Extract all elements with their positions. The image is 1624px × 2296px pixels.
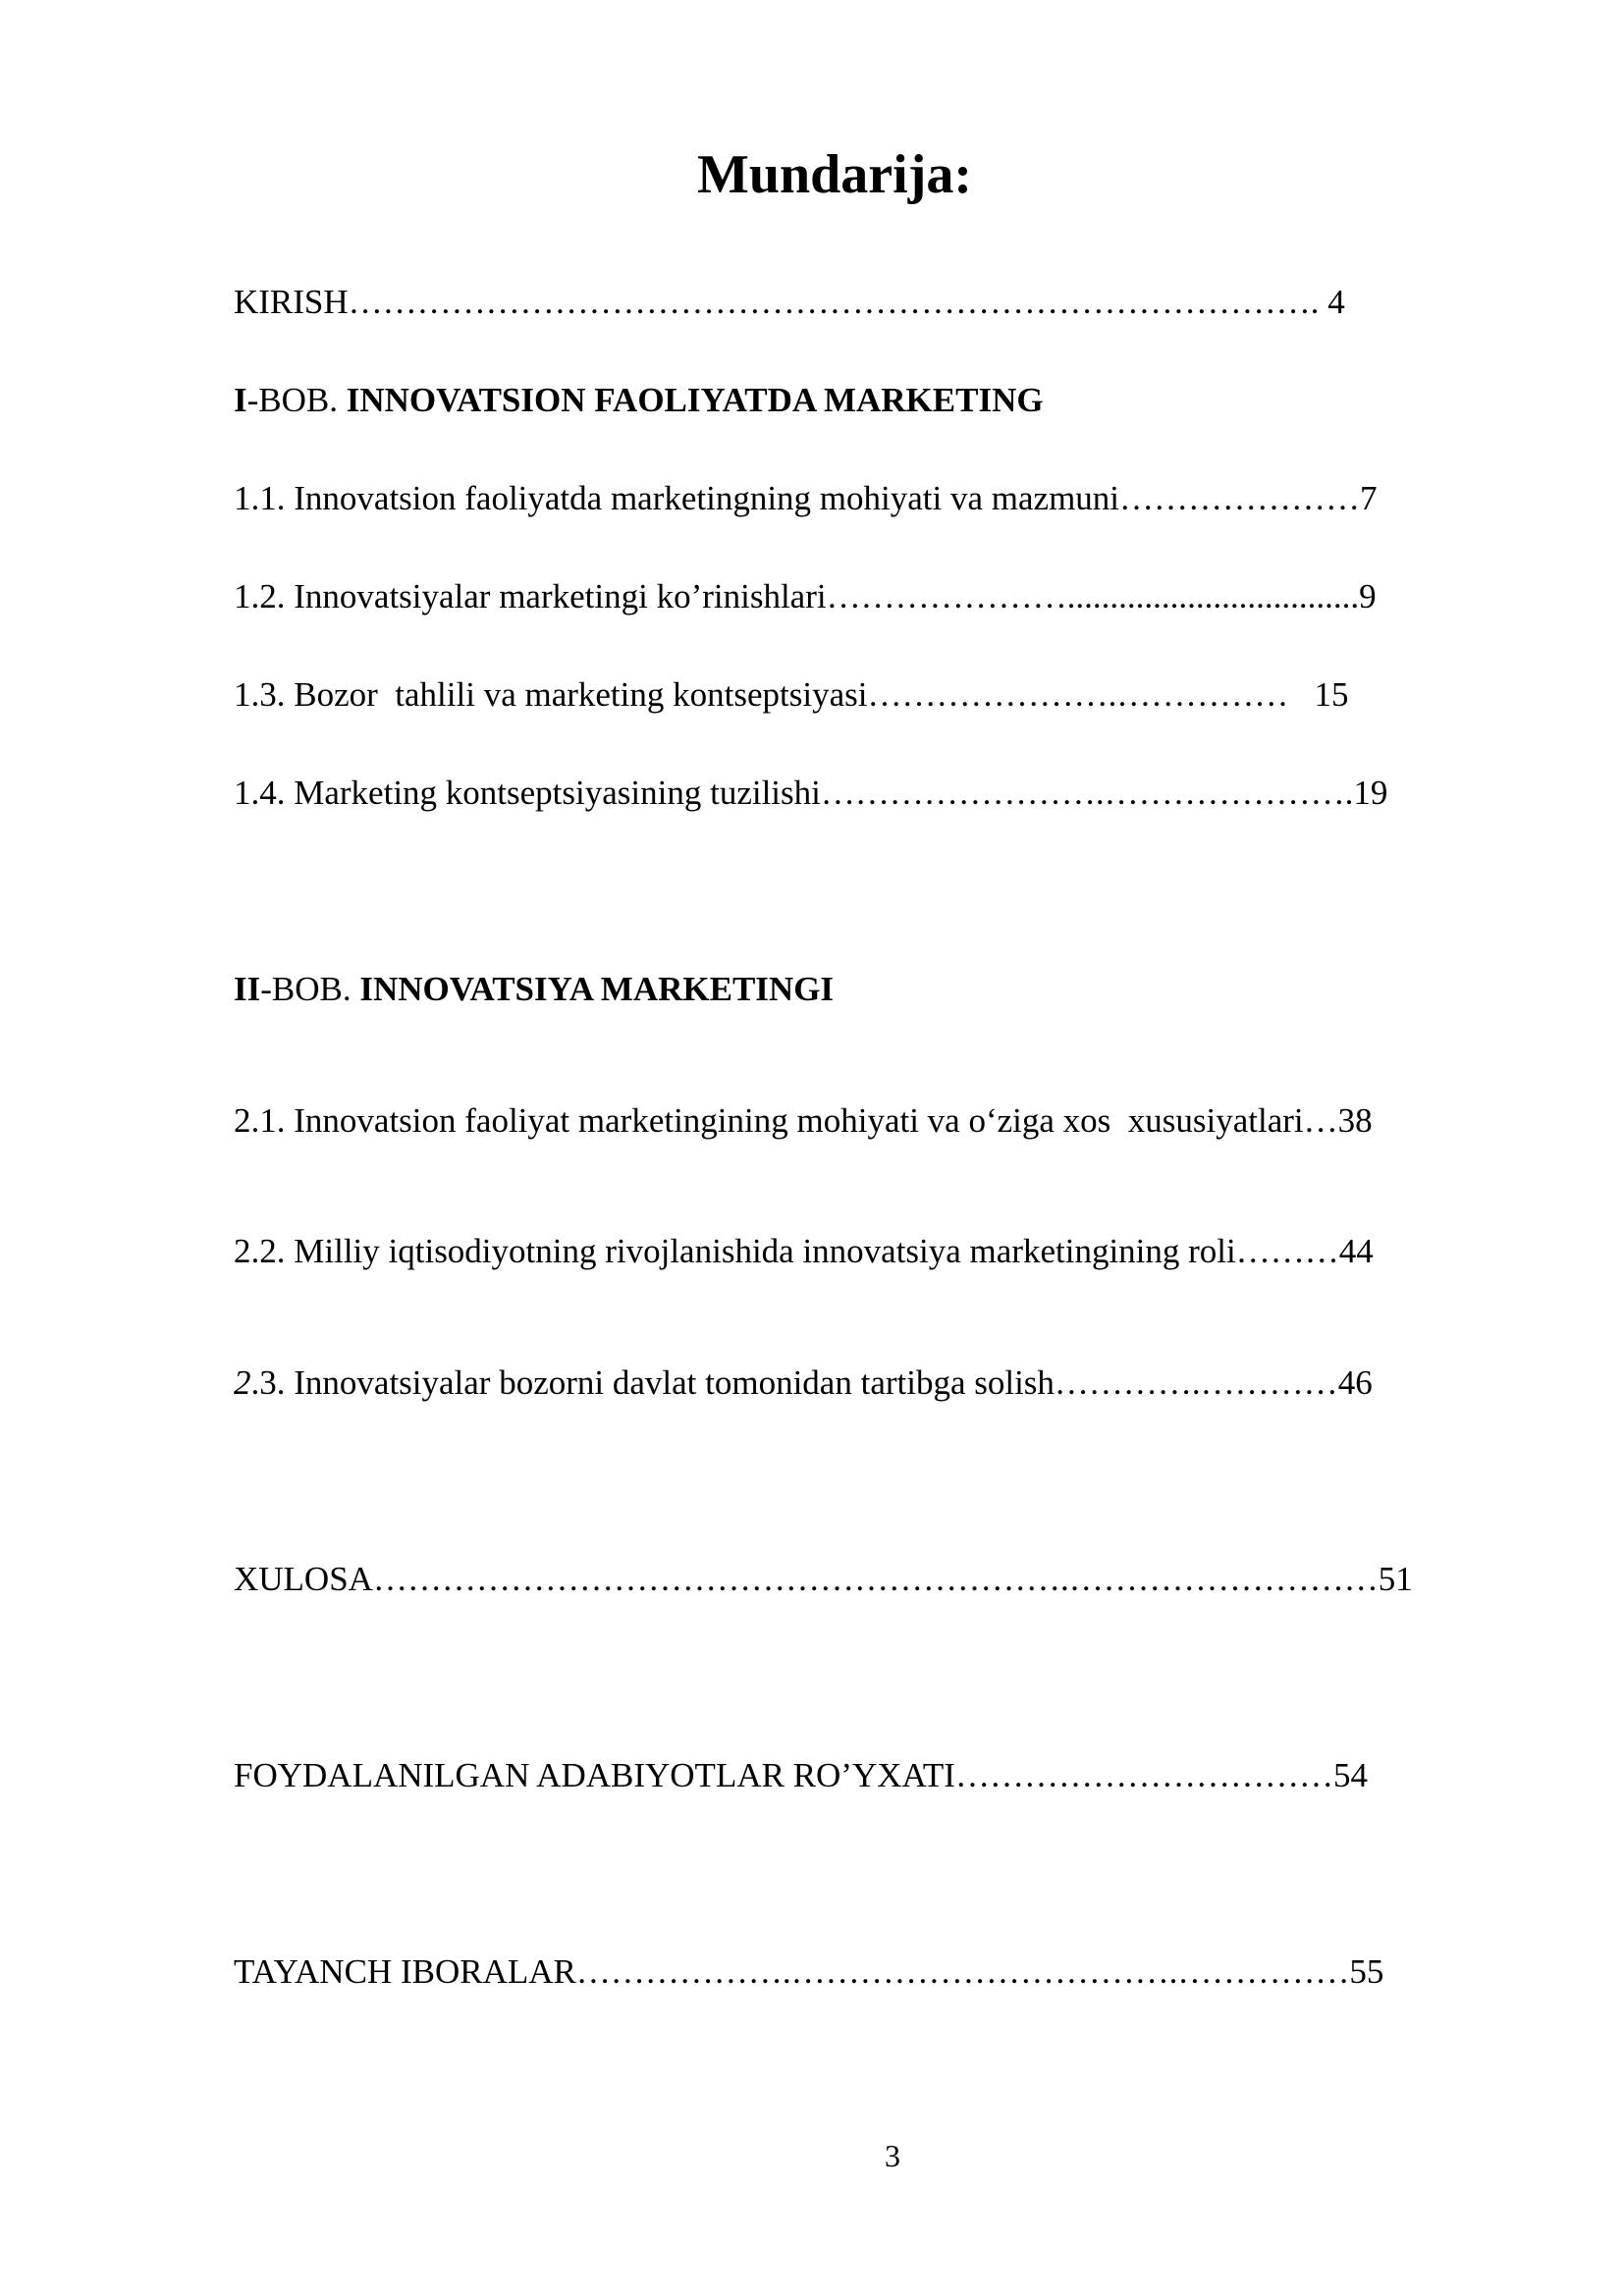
toc-entry-intro[interactable] (234, 283, 1345, 322)
toc-entry-2-1[interactable] (234, 1101, 1373, 1141)
toc-entry-label: 1.3. Bozor tahlili va marketing kontseptsiyasi………………….…………… (234, 675, 1315, 714)
toc-entry-keywords[interactable] (234, 1952, 1383, 1992)
toc-entry-page: 4 (1319, 283, 1345, 321)
toc-entry-label: 1.2. Innovatsiyalar marketingi ko’rinishlari………………….................................. (234, 577, 1360, 615)
toc-entry-number: 2 (234, 1363, 251, 1402)
page-title: Mundarija: (697, 144, 972, 205)
chapter-numeral: II (234, 970, 261, 1008)
toc-entry-label: 2.1. Innovatsion faoliyat marketingining mohiyati va o‘ziga xos xususiyatlari… (234, 1101, 1338, 1140)
toc-entry-label: 1.4. Marketing kontseptsiyasining tuzilishi…………………….…………………. (234, 774, 1354, 812)
toc-entry-1-2[interactable] (234, 577, 1377, 616)
toc-entry-page: 44 (1338, 1232, 1374, 1270)
toc-entry-page: 46 (1337, 1363, 1373, 1402)
toc-entry-page: 19 (1353, 774, 1388, 812)
chapter-prefix: -BOB. (260, 970, 360, 1008)
toc-entry-page: 38 (1337, 1101, 1373, 1140)
toc-entry-label: 2.2. Milliy iqtisodiyotning rivojlanishida innovatsiya marketingining roli……… (234, 1232, 1339, 1270)
toc-entry-label: KIRISH…………………………………………………………………………. (234, 283, 1320, 321)
toc-chapter-1-heading[interactable] (234, 381, 1044, 420)
toc-entry-page: 54 (1332, 1756, 1368, 1794)
toc-entry-label: XULOSA…………………………………………………….……………………… (234, 1560, 1379, 1598)
page-number: 3 (885, 2138, 900, 2173)
toc-chapter-2-heading[interactable] (234, 970, 834, 1009)
toc-entry-label: TAYANCH IBORALAR……………….…………………………….…………… (234, 1952, 1350, 1991)
toc-entry-page: 55 (1349, 1952, 1384, 1991)
toc-entry-1-4[interactable] (234, 774, 1387, 813)
toc-entry-references[interactable] (234, 1756, 1368, 1795)
toc-entry-page: 9 (1359, 577, 1377, 615)
toc-entry-page: 51 (1378, 1560, 1413, 1598)
chapter-numeral: I (234, 381, 247, 419)
toc-entry-page: 7 (1360, 479, 1378, 517)
chapter-title: INNOVATSIYA MARKETINGI (359, 970, 835, 1008)
chapter-prefix: -BOB. (246, 381, 347, 419)
toc-entry-2-3[interactable] (234, 1363, 1373, 1403)
chapter-title: INNOVATSION FAOLIYATDA MARKETING (346, 381, 1044, 419)
toc-entry-label: FOYDALANILGAN ADABIYOTLAR RO’YXATI…………………………… (234, 1756, 1333, 1794)
toc-entry-label: 1.1. Innovatsion faoliyatda marketingning mohiyati va mazmuni………………… (234, 479, 1361, 517)
toc-entry-conclusion[interactable] (234, 1560, 1413, 1599)
toc-entry-2-2[interactable] (234, 1232, 1374, 1271)
toc-entry-1-1[interactable] (234, 479, 1378, 518)
toc-entry-1-3[interactable] (234, 675, 1348, 715)
toc-entry-label: .3. Innovatsiyalar bozorni davlat tomonidan tartibga solish………….………… (250, 1363, 1338, 1402)
toc-entry-page: 15 (1314, 675, 1349, 714)
